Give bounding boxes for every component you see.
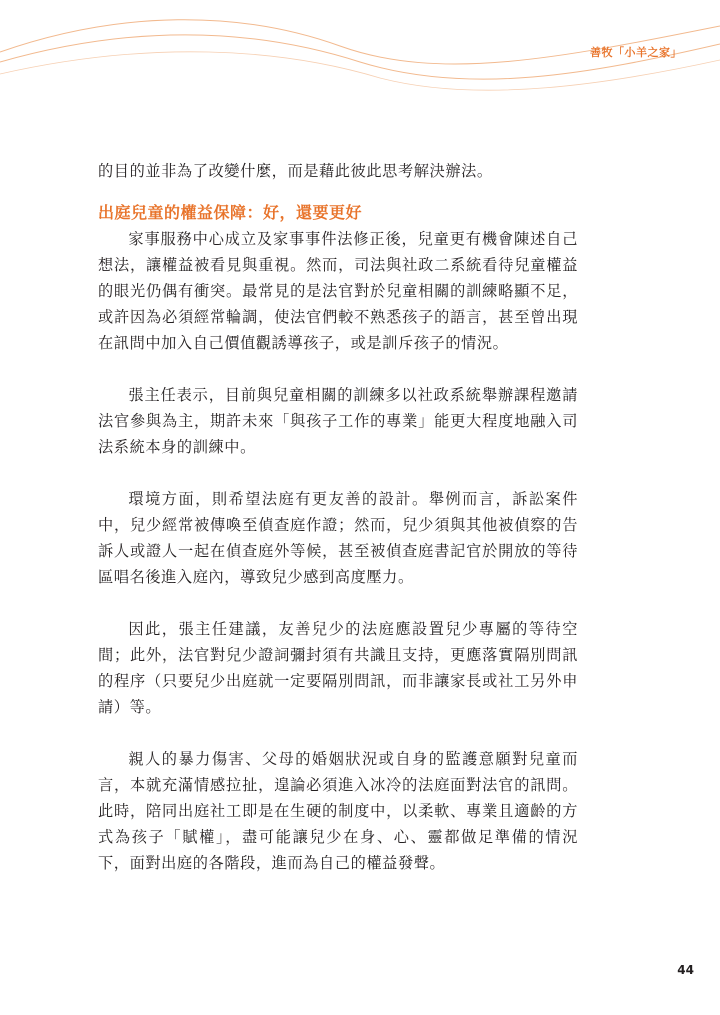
body-paragraph-2: 張主任表示，目前與兒童相關的訓練多以社政系統舉辦課程邀請法官參與為主，期許未來「與孩子工作的專業」能更大程度地融入司法系統本身的訓練中。 xyxy=(98,386,578,456)
body-paragraph-1: 家事服務中心成立及家事事件法修正後，兒童更有機會陳述自己想法，讓權益被看見與重視。然而，司法與社政二系統看待兒童權益的眼光仍偶有衝突。最常見的是法官對於兒童相關的訓練略顯不足，或許因為必須經常輪調，使法官們較不熟悉孩子的語言，甚至曾出現在訊問中加入自己價值觀誘導孩子，或是訓斥孩子的情況。 xyxy=(98,230,578,352)
body-paragraph-3: 環境方面，則希望法庭有更友善的設計。舉例而言，訴訟案件中，兒少經常被傳喚至偵查庭作證；然而，兒少須與其他被偵察的告訴人或證人一起在偵查庭外等候，甚至被偵查庭書記官於開放的等待區唱名後進入庭內，導致兒少感到高度壓力。 xyxy=(98,490,578,586)
page-number: 44 xyxy=(677,963,694,977)
paragraph-spacer xyxy=(98,590,578,616)
paragraph-spacer xyxy=(98,460,578,486)
running-header-title: 善牧「小羊之家」 xyxy=(590,46,682,59)
body-paragraph-5: 親人的暴力傷害、父母的婚姻狀況或自身的監護意願對兒童而言，本就充滿情感拉扯，遑論必須進入冰冷的法庭面對法官的訊問。此時，陪同出庭社工即是在生硬的制度中，以柔軟、專業且適齡的方式為孩子「賦權」，盡可能讓兒少在身、心、靈都做足準備的情況下，面對出庭的各階段，進而為自己的權益發聲。 xyxy=(98,750,578,872)
paragraph-spacer xyxy=(98,720,578,746)
body-paragraph-4: 因此，張主任建議，友善兒少的法庭應設置兒少專屬的等待空間；此外，法官對兒少證詞彌封須有共識且支持，更應落實隔別問訊的程序（只要兒少出庭就一定要隔別問訊，而非讓家長或社工另外申請）等。 xyxy=(98,620,578,716)
paragraph-spacer xyxy=(98,356,578,382)
article-body xyxy=(98,158,578,876)
section-heading: 出庭兒童的權益保障：好，還要更好 xyxy=(98,203,363,222)
intro-paragraph: 的目的並非為了改變什麼，而是藉此彼此思考解決辦法。 xyxy=(98,162,493,180)
